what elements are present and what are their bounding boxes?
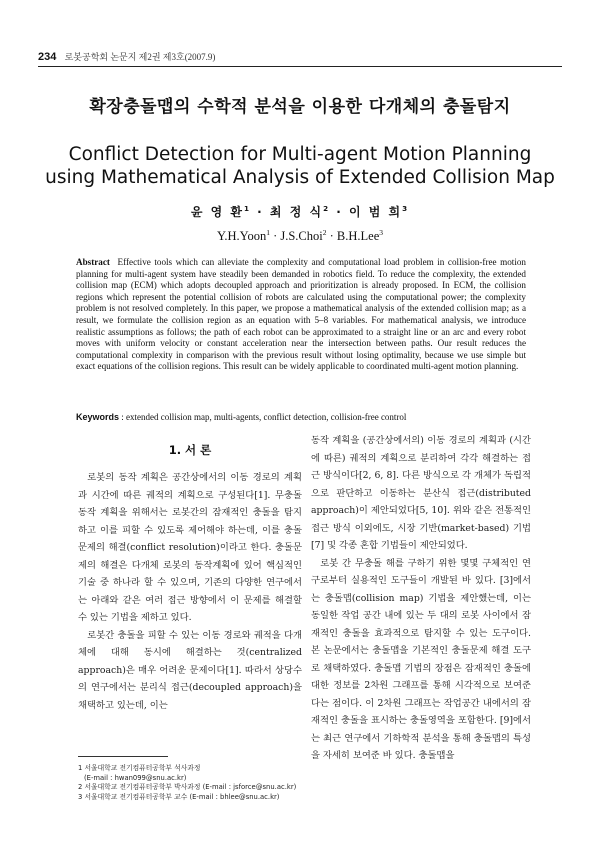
running-header (38, 50, 562, 63)
body-column-right (311, 432, 531, 765)
keywords (76, 412, 526, 422)
footnote: 1 서울대학교 전기컴퓨터공학부 석사과정 (78, 764, 201, 772)
keywords-label: Keywords (76, 412, 120, 422)
title-english (30, 143, 570, 189)
author2-ko-mark: 2 (323, 204, 331, 213)
journal-name: 로봇공학회 논문지 제2권 제3호(2007.9) (64, 52, 216, 62)
author3-en: B.H.Lee (336, 229, 380, 243)
abstract-text: Effective tools which can alleviate the complexity and computational load problem in collision-free motion planning for multi-agent system have steadily been demanded in robotics field. To reduce the complexity, the extended collision map (ECM) which adopts decoupled approach and prioritization is already proposed. In ECM, the collision regions which represent the potential collision of robots are calculated using the computational power; the complexity problem is not resolved completely. In this paper, we propose a mathematical analysis of the extended collision map; as a result, we formulate the collision region as an equation with 5–8 variables. For mathematical analysis, we introduce realistic assumptions as follows; the path of each robot can be approximated to a straight line or an arc and every robot moves with uniform velocity or constant acceleration near the intersection between paths. Our result reduces the computational complexity in comparison with the previous result without losing optimality, because we use simple but exact equations of the collision regions. This result can be widely applicable to coordinated multi-agent motion planning. (76, 257, 526, 372)
abstract-label: Abstract (76, 257, 110, 267)
author-separator: · (336, 205, 343, 219)
author-separator: · (257, 205, 264, 219)
authors-korean (0, 203, 600, 220)
body-column-left (78, 469, 302, 714)
footnote: (E-mail : hwan099@snu.ac.kr) (84, 773, 187, 782)
author1-en-mark: 1 (266, 227, 270, 237)
author2-en-mark: 2 (322, 227, 327, 237)
author-separator: · (326, 229, 337, 243)
title-korean: 확장충돌맵의 수학적 분석을 이용한 다개체의 충돌탐지 (89, 97, 511, 117)
footnote: 2 서울대학교 전기컴퓨터공학부 박사과정 (E-mail : jsforce@snu.ac.kr) (78, 783, 297, 792)
page-number: 234 (38, 51, 57, 63)
paragraph: 로봇간 충돌을 피할 수 있는 이동 경로와 궤적을 다개체에 대해 동시에 해결하는 것(centralized approach)은 매우 어려운 문제이다[1]. 따라서 상당수의 연구에서는 분리식 접근(decoupled approach)을 채택하고 있는데, 이는 (78, 629, 302, 711)
section-heading-introduction: 1. 서 론 (168, 443, 212, 457)
author2-ko: 최 정 식 (269, 205, 324, 219)
author1-ko-mark: 1 (243, 204, 251, 213)
paragraph: 로봇의 동작 계획은 공간상에서의 이동 경로의 계획과 시간에 따른 궤적의 계획으로 구성된다[1]. 무충돌 동작 계획을 위해서는 로봇간의 잠재적인 충돌을 탐지하고 이를 피할 수 있도록 제어해야 하는데, 이를 충돌문제의 해결(conflict resolution)이라고 한다. 충돌문제의 해결은 다개체 로봇의 동작계획에 있어 핵심적인 기술 중 하나라 할 수 있으며, 기존의 다양한 연구에서는 아래와 같은 여러 접근 방향에서 이 문제를 해결할 수 있는 기법을 제하고 있다. (78, 472, 302, 623)
paragraph: 동작 계획을 (공간상에서의) 이동 경로의 계획과 (시간에 따른) 궤적의 계획으로 분리하여 각각 해결하는 접근 방식이다[2, 6, 8]. 다른 방식으로 각 개체가 독립적으로 판단하고 이동하는 분산식 접근(distributed approach)이 제안되었다[5, 10]. 위와 같은 전통적인 접근 방식 이외에도, 시장 기반(market-based) 기법[7] 및 각종 혼합 기법들이 제안되었다. (311, 435, 531, 551)
title-english-line1: Conflict Detection for Multi-agent Motion Planning (68, 144, 532, 165)
author3-en-mark: 3 (379, 227, 384, 237)
header-rule (38, 66, 562, 67)
footnotes (78, 764, 302, 802)
author1-en: Y.H.Yoon (216, 229, 267, 243)
authors-english (0, 229, 600, 244)
abstract (76, 257, 526, 373)
title-english-line2: using Mathematical Analysis of Extended Collision Map (45, 167, 555, 188)
author-separator: · (269, 229, 281, 243)
keywords-text: : extended collision map, multi-agents, conflict detection, collision-free control (119, 412, 407, 422)
footnote-rule (78, 756, 168, 757)
author1-ko: 윤 영 환 (190, 205, 244, 219)
footnote: 3 서울대학교 전기컴퓨터공학부 교수 (E-mail : bhlee@snu.ac.kr) (78, 792, 280, 801)
paragraph: 로봇 간 무충돌 해를 구하기 위한 몇몇 구체적인 연구로부터 실용적인 도구들이 개발된 바 있다. [3]에서는 충돌맵(collision map) 기법을 제안했는데, 이는 동일한 작업 공간 내에 있는 두 대의 로봇 사이에서 잠재적인 충돌을 효과적으로 탐지할 수 있는 도구이다. 본 논문에서는 충돌맵을 기본적인 충돌문제 해결 도구로 채택하였다. 충돌맵 기법의 장점은 잠재적인 충돌에 대한 정보를 2차원 그래프를 통해 시각적으로 보여준다는 점이다. 이 2차원 그래프는 작업공간 내에서의 잠재적인 충돌을 표시하는 충돌영역을 포함한다. [9]에서는 최근 연구에서 기하학적 분석을 통해 충돌맵의 특성을 자세히 보여준 바 있다. 충돌맵을 (311, 557, 531, 761)
author2-en: J.S.Choi (280, 229, 323, 243)
author3-ko-mark: 3 (402, 204, 410, 213)
author3-ko: 이 범 희 (349, 205, 403, 219)
